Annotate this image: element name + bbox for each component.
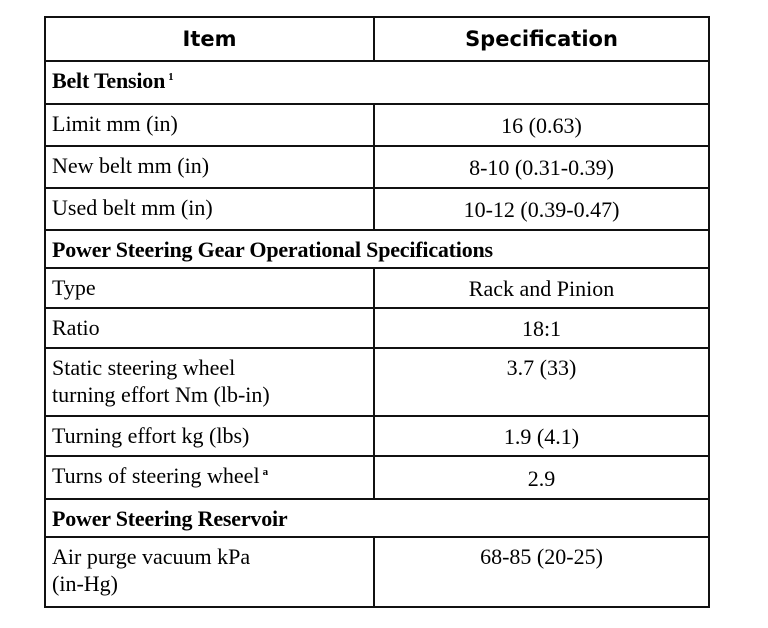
specification-table	[44, 16, 710, 608]
item-cell: Type	[45, 268, 374, 308]
section-title-reservoir: Power Steering Reservoir	[45, 499, 709, 537]
spec-cell: 2.9	[374, 456, 709, 499]
section-title-belt-tension	[45, 61, 709, 104]
column-header-item: Item	[45, 17, 374, 61]
footnote-marker: a	[262, 466, 269, 478]
section-row-belt-tension	[45, 61, 709, 104]
item-line: turning effort Nm (lb-in)	[52, 382, 270, 407]
column-header-specification: Specification	[374, 17, 709, 61]
table-row	[45, 537, 709, 607]
table-row	[45, 146, 709, 188]
footnote-marker: 1	[168, 71, 174, 83]
item-cell: Turning effort kg (lbs)	[45, 416, 374, 456]
table-row	[45, 104, 709, 146]
item-cell: Limit mm (in)	[45, 104, 374, 146]
item-line: Air purge vacuum kPa	[52, 544, 251, 569]
spec-cell: Rack and Pinion	[374, 268, 709, 308]
table-row	[45, 456, 709, 499]
spec-cell: 18:1	[374, 308, 709, 348]
spec-cell: 68-85 (20-25)	[374, 537, 709, 607]
section-row-gear-operational	[45, 230, 709, 268]
item-line: (in-Hg)	[52, 571, 118, 596]
section-row-reservoir	[45, 499, 709, 537]
item-cell	[45, 348, 374, 416]
item-text: Turns of steering wheel	[52, 463, 260, 488]
item-cell: Used belt mm (in)	[45, 188, 374, 230]
table-row	[45, 308, 709, 348]
item-cell	[45, 456, 374, 499]
spec-cell: 16 (0.63)	[374, 104, 709, 146]
item-line: Static steering wheel	[52, 355, 236, 380]
spec-cell: 8-10 (0.31-0.39)	[374, 146, 709, 188]
item-cell: Ratio	[45, 308, 374, 348]
table-row	[45, 416, 709, 456]
spec-cell: 3.7 (33)	[374, 348, 709, 416]
section-title-gear-operational: Power Steering Gear Operational Specifications	[45, 230, 709, 268]
table-row	[45, 348, 709, 416]
spec-cell: 10-12 (0.39-0.47)	[374, 188, 709, 230]
section-title-text: Belt Tension	[52, 68, 166, 93]
item-cell: New belt mm (in)	[45, 146, 374, 188]
spec-cell: 1.9 (4.1)	[374, 416, 709, 456]
table-header-row	[45, 17, 709, 61]
table-row	[45, 268, 709, 308]
table-row	[45, 188, 709, 230]
item-cell	[45, 537, 374, 607]
